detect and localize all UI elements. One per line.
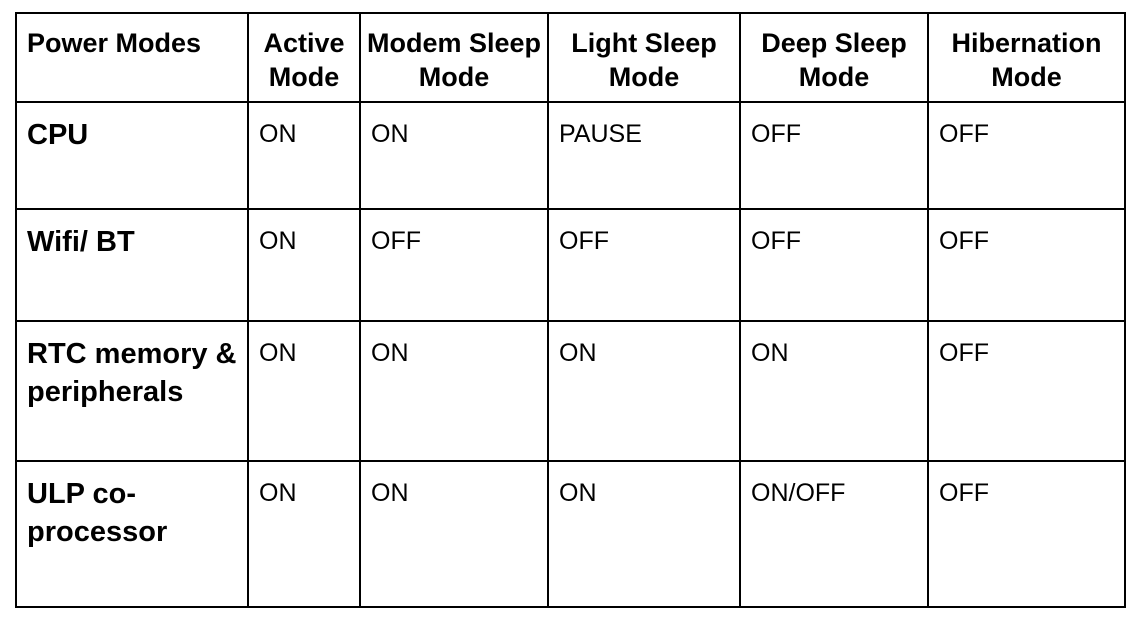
row-label-ulp-coprocessor: ULP co-processor — [16, 461, 248, 607]
header-modem-sleep-mode: Modem Sleep Mode — [360, 13, 548, 102]
header-active-mode: Active Mode — [248, 13, 360, 102]
table-cell: ON — [548, 321, 740, 461]
row-label-rtc-memory: RTC memory & peripherals — [16, 321, 248, 461]
table-row — [16, 209, 1125, 321]
table-cell: ON — [360, 321, 548, 461]
table-cell: ON/OFF — [740, 461, 928, 607]
table-row — [16, 321, 1125, 461]
table-cell: PAUSE — [548, 102, 740, 209]
table-cell: OFF — [360, 209, 548, 321]
table-cell: ON — [248, 461, 360, 607]
header-deep-sleep-mode: Deep Sleep Mode — [740, 13, 928, 102]
table-cell: OFF — [740, 102, 928, 209]
table-cell: OFF — [928, 461, 1125, 607]
table-cell: ON — [248, 321, 360, 461]
power-modes-table — [15, 12, 1126, 608]
table-cell: ON — [360, 102, 548, 209]
header-light-sleep-mode: Light Sleep Mode — [548, 13, 740, 102]
row-label-wifi-bt: Wifi/ BT — [16, 209, 248, 321]
header-hibernation-mode: Hibernation Mode — [928, 13, 1125, 102]
table-cell: ON — [360, 461, 548, 607]
header-power-modes: Power Modes — [16, 13, 248, 102]
table-cell: OFF — [740, 209, 928, 321]
table-cell: ON — [740, 321, 928, 461]
table-cell: ON — [548, 461, 740, 607]
table-cell: ON — [248, 209, 360, 321]
table-row — [16, 102, 1125, 209]
table-row — [16, 461, 1125, 607]
table-cell: OFF — [928, 321, 1125, 461]
header-row — [16, 13, 1125, 102]
table-cell: OFF — [548, 209, 740, 321]
table-cell: OFF — [928, 209, 1125, 321]
table-cell: OFF — [928, 102, 1125, 209]
table-cell: ON — [248, 102, 360, 209]
row-label-cpu: CPU — [16, 102, 248, 209]
